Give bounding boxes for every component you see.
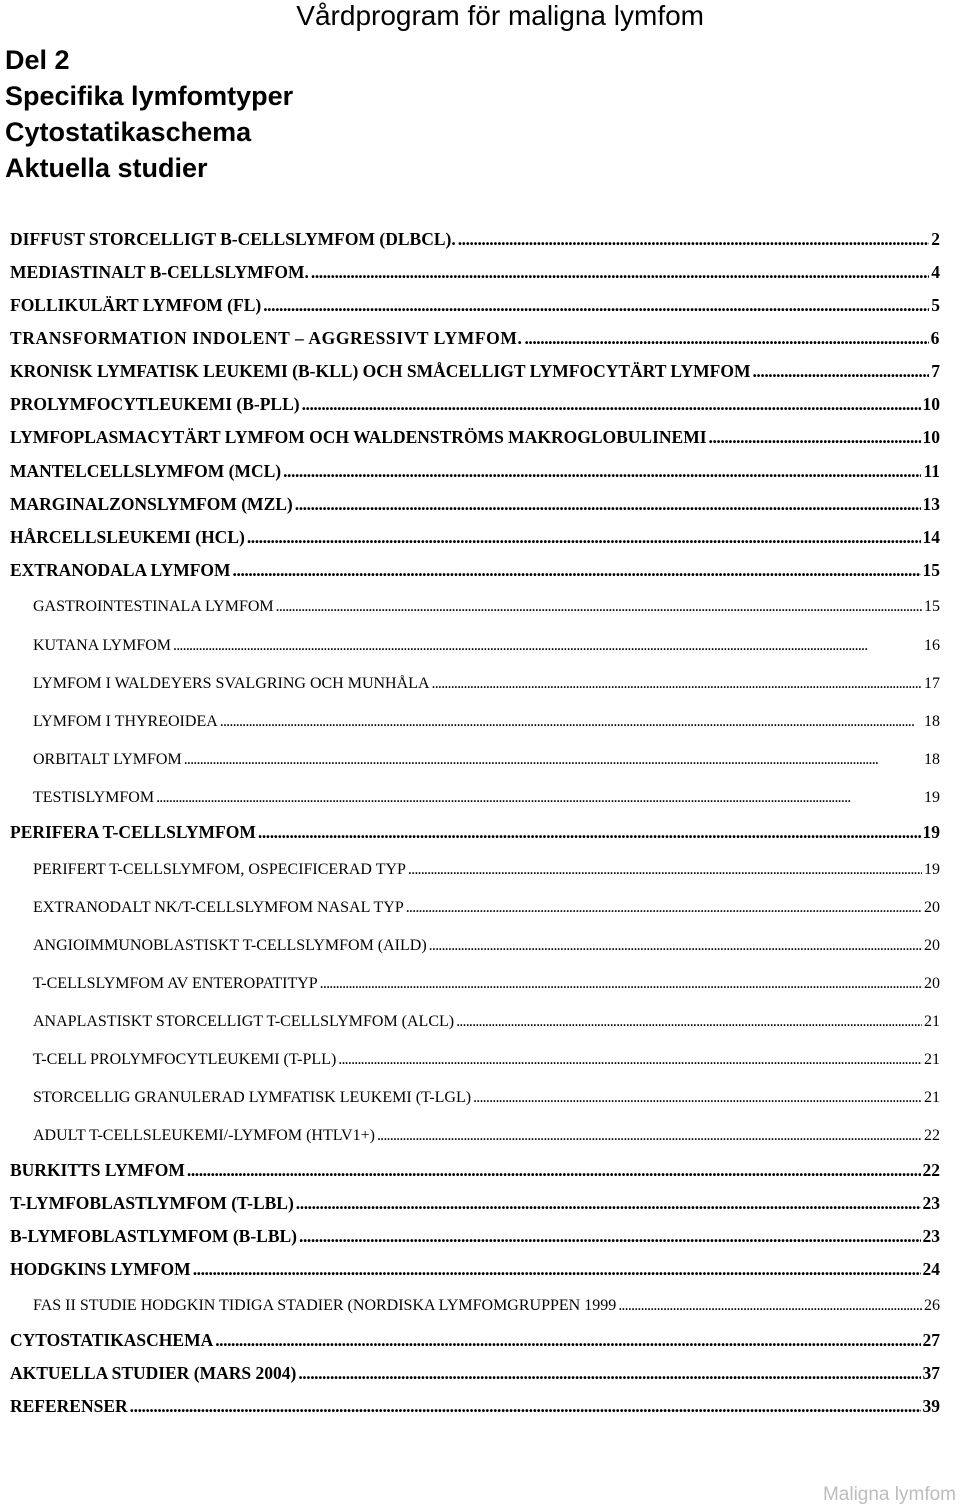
part-heading (5, 42, 293, 186)
toc-page-number: 15 (922, 560, 940, 580)
toc-entry-label: ADULT T-CELLSLEUKEMI/-LYMFOM (HTLV1+) (33, 1127, 375, 1144)
toc-entry[interactable] (10, 1363, 940, 1384)
toc-dot-leader (258, 822, 921, 843)
toc-entry[interactable] (10, 229, 940, 250)
toc-page-number: 21 (924, 1051, 940, 1068)
toc-entry-label: KRONISK LYMFATISK LEUKEMI (B-KLL) OCH SMÅCELLIGT LYMFOCYTÄRT LYMFOM (10, 361, 751, 381)
toc-page-number: 4 (931, 262, 940, 282)
toc-entry-label: HÅRCELLSLEUKEMI (HCL) (10, 527, 245, 547)
toc-entry[interactable] (10, 1226, 940, 1247)
toc-dot-leader (709, 427, 921, 448)
toc-entry-label: LYMFOM I WALDEYERS SVALGRING OCH MUNHÅLA (33, 675, 430, 692)
toc-entry-label: TRANSFORMATION INDOLENT – AGGRESSIVT LYMFOM. (10, 328, 523, 348)
toc-entry[interactable] (10, 1193, 940, 1214)
toc-dot-leader (233, 560, 921, 581)
toc-dot-leader (299, 1226, 921, 1247)
toc-dot-leader (295, 494, 921, 515)
toc-page-number: 39 (922, 1396, 940, 1416)
footer-label: Maligna lymfom (822, 1484, 956, 1505)
toc-dot-leader (187, 1160, 921, 1181)
toc-entry-label: CYTOSTATIKASCHEMA (10, 1330, 214, 1350)
toc-page-number: 10 (922, 394, 940, 414)
toc-dot-leader (432, 675, 923, 693)
toc-page-number: 17 (924, 675, 940, 692)
toc-page-number: 19 (922, 822, 940, 842)
toc-entry[interactable] (10, 295, 940, 316)
toc-subentry[interactable] (33, 899, 940, 917)
toc-page-number: 20 (924, 899, 940, 916)
toc-entry-label: T-LYMFOBLASTLYMFOM (T-LBL) (10, 1193, 294, 1213)
toc-page-number: 18 (924, 751, 940, 768)
toc-entry-label: ANGIOIMMUNOBLASTISKT T-CELLSLYMFOM (AILD) (33, 937, 427, 954)
toc-entry[interactable] (10, 527, 940, 548)
toc-entry[interactable] (10, 822, 940, 843)
toc-page-number: 24 (922, 1259, 940, 1279)
toc-entry-label: HODGKINS LYMFOM (10, 1259, 191, 1279)
toc-dot-leader (298, 1363, 920, 1384)
toc-entry[interactable] (10, 560, 940, 581)
toc-page-number: 6 (930, 328, 940, 348)
toc-dot-leader (320, 975, 922, 993)
toc-entry[interactable] (10, 1330, 940, 1351)
toc-entry-label: T-CELL PROLYMFOCYTLEUKEMI (T-PLL) (33, 1051, 337, 1068)
toc-page-number: 20 (924, 975, 940, 992)
toc-subentry[interactable] (33, 1013, 940, 1031)
toc-dot-leader (247, 527, 921, 548)
toc-subentry[interactable] (33, 1089, 940, 1107)
toc-entry-label: DIFFUST STORCELLIGT B-CELLSLYMFOM (DLBCL). (10, 229, 456, 249)
toc-dot-leader (193, 1259, 921, 1280)
toc-entry-label: LYMFOM I THYREOIDEA (33, 713, 218, 730)
toc-dot-leader (296, 1193, 921, 1214)
toc-dot-leader (215, 1330, 920, 1351)
part-heading-line: Aktuella studier (5, 153, 208, 183)
toc-subentry[interactable] (33, 1051, 940, 1069)
toc-dot-leader (338, 1051, 922, 1069)
toc-page-number: 21 (924, 1013, 940, 1030)
toc-entry[interactable] (10, 494, 940, 515)
toc-dot-leader (276, 598, 922, 616)
toc-page-number: 27 (922, 1330, 940, 1350)
toc-dot-leader (156, 789, 922, 807)
toc-dot-leader (130, 1396, 921, 1417)
toc-page-number: 19 (924, 861, 940, 878)
toc-entry[interactable] (10, 461, 940, 482)
toc-subentry[interactable] (33, 675, 940, 693)
toc-dot-leader (406, 899, 922, 917)
toc-page-number: 26 (924, 1297, 940, 1314)
toc-entry-label: KUTANA LYMFOM (33, 637, 172, 654)
toc-entry-label: MANTELCELLSLYMFOM (MCL) (10, 461, 282, 481)
toc-entry-label: ORBITALT LYMFOM (33, 751, 182, 768)
toc-dot-leader (283, 461, 921, 482)
toc-subentry[interactable] (33, 713, 940, 731)
toc-entry-label: MARGINALZONSLYMFOM (MZL) (10, 494, 293, 514)
toc-entry-label: TESTISLYMFOM (33, 789, 155, 806)
toc-dot-leader (752, 361, 929, 382)
toc-page-number: 23 (922, 1226, 940, 1246)
toc-dot-leader (184, 751, 922, 769)
toc-page-number: 18 (924, 713, 940, 730)
toc-dot-leader (408, 861, 922, 879)
toc-entry-label: PERIFERA T-CELLSLYMFOM (10, 822, 256, 842)
toc-entry[interactable] (10, 394, 940, 415)
toc-entry-label: STORCELLIG GRANULERAD LYMFATISK LEUKEMI (T-LGL) (33, 1089, 472, 1106)
toc-page-number: 21 (924, 1089, 940, 1106)
toc-subentry[interactable] (33, 789, 940, 807)
toc-entry[interactable] (10, 361, 940, 382)
toc-page-number: 37 (922, 1363, 940, 1383)
toc-entry-label: BURKITTS LYMFOM (10, 1160, 185, 1180)
toc-entry-label: EXTRANODALA LYMFOM (10, 560, 231, 580)
toc-entry-label: REFERENSER (10, 1396, 128, 1416)
toc-entry-label: LYMFOPLASMACYTÄRT LYMFOM OCH WALDENSTRÖMS MAKROGLOBULINEMI (10, 427, 707, 447)
toc-entry-label: EXTRANODALT NK/T-CELLSLYMFOM NASAL TYP (33, 899, 404, 916)
toc-page-number: 15 (924, 598, 940, 615)
part-heading-line: Cytostatikaschema (5, 117, 252, 147)
toc-dot-leader (429, 937, 922, 955)
toc-entry-label: B-LYMFOBLASTLYMFOM (B-LBL) (10, 1226, 297, 1246)
toc-page-number: 13 (922, 494, 940, 514)
toc-subentry[interactable] (33, 751, 940, 769)
toc-dot-leader (173, 637, 922, 655)
toc-dot-leader (473, 1089, 922, 1107)
toc-entry-label: FAS II STUDIE HODGKIN TIDIGA STADIER (NORDISKA LYMFOMGRUPPEN 1999 (33, 1297, 617, 1314)
toc-entry[interactable] (10, 328, 940, 349)
toc-subentry[interactable] (33, 975, 940, 993)
toc-entry-label: FOLLIKULÄRT LYMFOM (FL) (10, 295, 262, 315)
toc-page-number: 22 (922, 1160, 940, 1180)
toc-subentry[interactable] (33, 1127, 940, 1145)
toc-entry[interactable] (10, 1259, 940, 1280)
toc-page-number: 10 (922, 427, 940, 447)
toc-dot-leader (311, 262, 929, 283)
toc-page-number: 11 (923, 461, 940, 481)
toc-entry[interactable] (10, 1396, 940, 1417)
toc-dot-leader (302, 394, 921, 415)
toc-subentry[interactable] (33, 1297, 940, 1315)
part-heading-line: Specifika lymfomtyper (5, 81, 294, 111)
toc-dot-leader (377, 1127, 922, 1145)
toc-page-number: 5 (931, 295, 940, 315)
toc-page-number: 16 (924, 637, 940, 654)
toc-entry[interactable] (10, 427, 940, 448)
toc-subentry[interactable] (33, 937, 940, 955)
toc-subentry[interactable] (33, 861, 940, 879)
toc-page-number: 23 (922, 1193, 940, 1213)
toc-page-number: 7 (931, 361, 940, 381)
toc-dot-leader (458, 229, 930, 250)
toc-entry-label: AKTUELLA STUDIER (MARS 2004) (10, 1363, 297, 1383)
toc-entry[interactable] (10, 1160, 940, 1181)
document-title: Vårdprogram för maligna lymfom (296, 0, 704, 31)
toc-dot-leader (524, 328, 928, 349)
toc-subentry[interactable] (33, 637, 940, 655)
toc-page-number: 19 (924, 789, 940, 806)
toc-page-number: 22 (924, 1127, 940, 1144)
toc-dot-leader (456, 1013, 922, 1031)
toc-entry-label: PROLYMFOCYTLEUKEMI (B-PLL) (10, 394, 300, 414)
toc-dot-leader (263, 295, 929, 316)
toc-entry[interactable] (10, 262, 940, 283)
toc-page-number: 14 (922, 527, 940, 547)
part-heading-line: Del 2 (5, 45, 70, 75)
toc-dot-leader (618, 1297, 922, 1315)
toc-page-number: 20 (924, 937, 940, 954)
toc-entry-label: T-CELLSLYMFOM AV ENTEROPATITYP (33, 975, 318, 992)
toc-dot-leader (220, 713, 922, 731)
toc-subentry[interactable] (33, 598, 940, 616)
toc-entry-label: ANAPLASTISKT STORCELLIGT T-CELLSLYMFOM (ALCL) (33, 1013, 455, 1030)
toc-entry-label: PERIFERT T-CELLSLYMFOM, OSPECIFICERAD TYP (33, 861, 406, 878)
toc-page-number: 2 (931, 229, 940, 249)
toc-entry-label: MEDIASTINALT B-CELLSLYMFOM. (10, 262, 309, 282)
toc-entry-label: GASTROINTESTINALA LYMFOM (33, 598, 274, 615)
